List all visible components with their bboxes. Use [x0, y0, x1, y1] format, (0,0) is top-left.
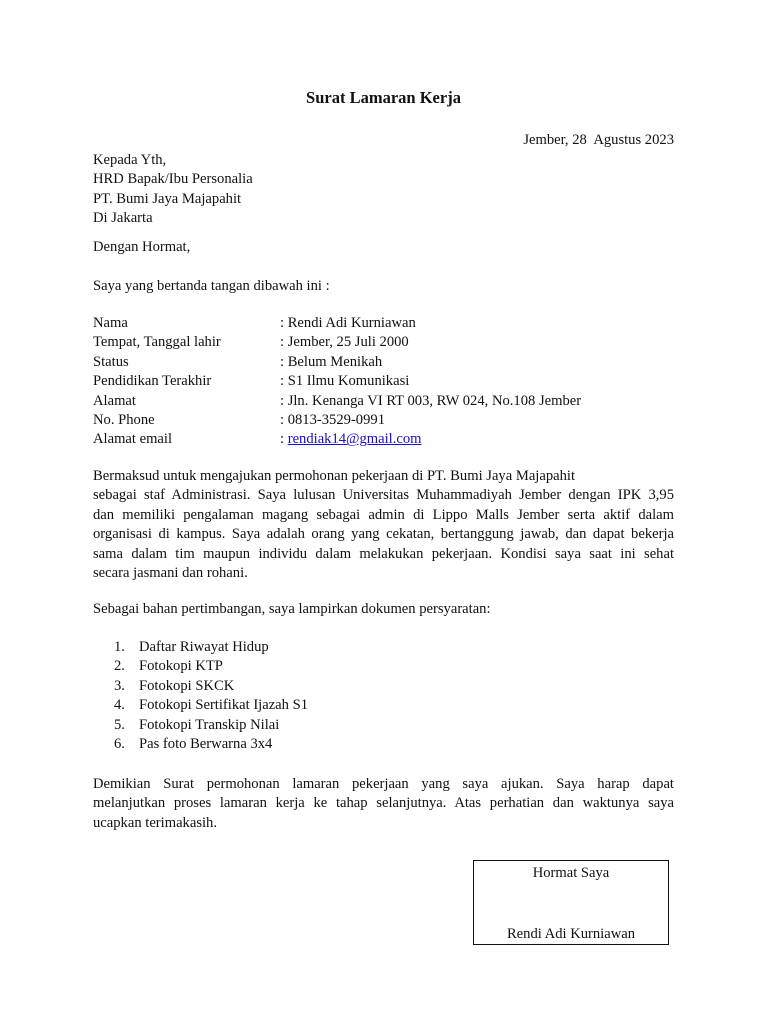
- field-row-status: [93, 353, 674, 372]
- signature-name: Rendi Adi Kurniawan: [506, 925, 636, 942]
- list-text: Fotokopi Sertifikat Ijazah S1: [139, 697, 309, 714]
- list-number: 4.: [114, 697, 125, 714]
- list-item: [93, 735, 674, 754]
- paragraph-line: ucapkan terimakasih.: [93, 814, 217, 831]
- field-label: Tempat, Tanggal lahir: [93, 334, 221, 351]
- email-link[interactable]: rendiak14@gmail.com: [287, 431, 422, 448]
- field-value: : 0813-3529-0991: [280, 411, 385, 428]
- signature-salutation: Hormat Saya: [532, 865, 610, 881]
- field-row-birth: [93, 333, 674, 352]
- paragraph-line: Bermaksud untuk mengajukan permohonan pekerjaan di PT. Bumi Jaya Majapahit: [93, 468, 576, 484]
- list-text: Fotokopi KTP: [139, 658, 223, 675]
- field-label: Pendidikan Terakhir: [93, 373, 212, 390]
- field-value: [280, 430, 422, 449]
- list-text: Fotokopi SKCK: [139, 677, 235, 694]
- paragraph-line: melanjutkan proses lamaran kerja ke tahap selanjutnya. Atas perhatian dan waktunya saya: [93, 795, 674, 812]
- list-text: Pas foto Berwarna 3x4: [139, 735, 273, 752]
- recipient-line: PT. Bumi Jaya Majapahit: [93, 190, 242, 207]
- signature-box: [473, 860, 669, 945]
- list-number: 5.: [114, 716, 125, 733]
- field-row-address: [93, 392, 674, 411]
- paragraph-line: organisasi di kampus. Saya adalah orang yang cekatan, bertanggung jawab, dan dapat bekerja: [93, 526, 674, 543]
- list-item: [93, 657, 674, 676]
- paragraph-line: sama dalam tim maupun individu dalam melakukan pekerjaan. Kondisi saya saat ini sehat: [93, 545, 674, 562]
- field-value: : S1 Ilmu Komunikasi: [280, 373, 410, 390]
- field-row-name: [93, 314, 674, 333]
- list-item: [93, 638, 674, 657]
- recipient-block: [93, 151, 674, 229]
- greeting: Dengan Hormat,: [93, 239, 191, 255]
- consideration-text: Sebagai bahan pertimbangan, saya lampirkan dokumen persyaratan:: [93, 601, 491, 617]
- letter-title: Surat Lamaran Kerja: [306, 88, 461, 107]
- paragraph-line: sebagai staf Administrasi. Saya lulusan Universitas Muhammadiyah Jember dengan IPK 3,95: [93, 487, 674, 504]
- field-value: : Belum Menikah: [280, 353, 383, 370]
- field-label: Alamat: [93, 392, 136, 409]
- field-row-education: [93, 372, 674, 391]
- field-label: Nama: [93, 315, 128, 331]
- list-text: Fotokopi Transkip Nilai: [139, 716, 280, 733]
- paragraph-line: Demikian Surat permohonan lamaran pekerjaan yang saya ajukan. Saya harap dapat: [93, 776, 674, 792]
- intro-text: Saya yang bertanda tangan dibawah ini :: [93, 278, 330, 294]
- list-number: 3.: [114, 677, 125, 694]
- letter-date: Jember, 28 Agustus 2023: [523, 132, 674, 148]
- list-item: [93, 716, 674, 735]
- list-number: 6.: [114, 735, 125, 752]
- field-row-email: [93, 430, 674, 449]
- field-label: No. Phone: [93, 411, 155, 428]
- letter-page: [93, 0, 674, 1024]
- field-label: Status: [93, 353, 129, 370]
- list-item: [93, 677, 674, 696]
- recipient-line: Kepada Yth,: [93, 152, 167, 168]
- field-value: : Rendi Adi Kurniawan: [280, 315, 416, 331]
- list-item: [93, 696, 674, 715]
- recipient-line: HRD Bapak/Ibu Personalia: [93, 171, 253, 188]
- paragraph-line: dan memiliki pengalaman magang sebagai admin di Lippo Malls Jember serta aktif dalam: [93, 506, 674, 523]
- paragraph-line: secara jasmani dan rohani.: [93, 564, 248, 581]
- field-label: Alamat email: [93, 431, 173, 448]
- field-value: : Jember, 25 Juli 2000: [280, 334, 409, 351]
- list-number: 1.: [114, 639, 125, 655]
- list-text: Daftar Riwayat Hidup: [139, 639, 269, 655]
- field-value: : Jln. Kenanga VI RT 003, RW 024, No.108 Jember: [280, 392, 582, 409]
- document-list: [93, 638, 674, 754]
- field-row-phone: [93, 411, 674, 430]
- list-number: 2.: [114, 658, 125, 675]
- body-paragraph: [93, 467, 674, 583]
- applicant-details: [93, 314, 674, 450]
- recipient-line: Di Jakarta: [93, 210, 153, 227]
- closing-paragraph: [93, 775, 674, 833]
- email-prefix: :: [280, 431, 288, 448]
